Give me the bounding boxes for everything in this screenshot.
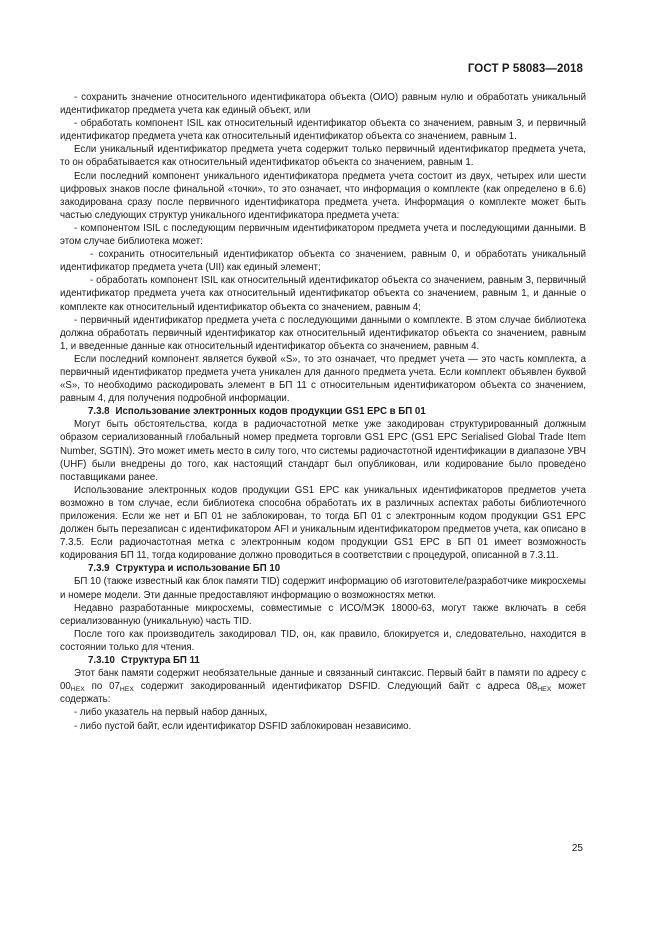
paragraph: - сохранить значение относительного идентификатора объекта (ОИО) равным нулю и обработать уникальный идентификатор предмета учета как единый объект, или	[60, 92, 586, 117]
section-heading	[60, 562, 586, 575]
paragraph: После того как производитель закодировал TID, он, как правило, блокируется и, следовательно, находится в состоянии только для чтения.	[60, 628, 586, 653]
subscript: HEX	[537, 686, 552, 694]
paragraph: Если уникальный идентификатор предмета учета содержит только первичный идентификатор предмета учета, то он обрабатывается как относительный идентификатор объекта со значением, равным 1.	[60, 144, 586, 169]
paragraph: Если последний компонент является буквой «S», то это означает, что предмет учета — это часть комплекта, а первичный идентификатор предмета учета уникален для данного предмета учета. Если комплект объявлен буквой «S», то необходимо раскодировать элемент в БП 11 с относительным идентификатором объекта со значением, равным 4, для получения подробной информации.	[60, 353, 586, 405]
subscript: HEX	[119, 686, 134, 694]
section-number: 7.3.8	[88, 406, 110, 418]
paragraph: - обработать компонент ISIL как относительный идентификатор объекта со значением, равным 3, и первичный идентификатор предмета учета как относительный идентификатор объекта со значением, равным 1.	[60, 118, 586, 143]
text-run: может содержать:	[60, 681, 587, 706]
subscript: HEX	[70, 686, 85, 694]
section-title: Структура БП 11	[120, 655, 200, 667]
text-run: содержит закодированный идентификатор DSFID. Следующий байт с адреса 08	[133, 681, 538, 693]
paragraph: - либо указатель на первый набор данных,	[74, 707, 268, 719]
paragraph: БП 10 (также известный как блок памяти TID) содержит информацию об изготовителе/разработчике микросхемы и номере модели. Эти данные предоставляют информацию о возможностях метки.	[60, 576, 586, 601]
section-heading	[60, 405, 586, 418]
paragraph: - сохранить относительный идентификатор объекта со значением, равным 0, и обработать уникальный идентификатор предмета учета (UII) как единый элемент;	[60, 249, 586, 274]
paragraph: - обработать компонент ISIL как относительный идентификатор объекта со значением, равным 3, первичный идентификатор предмета учета как относительный идентификатор объекта со значением, равным 1, и данные о комплекте как относительный идентификатор объекта со значением, равным 4;	[60, 275, 586, 313]
paragraph: - первичный идентификатор предмета учета с последующими данными о комплекте. В этом случае библиотека должна обработать первичный идентификатор как относительный идентификатор объекта со значением, равным 1, и введенные данные как относительный идентификатор объекта со значением, равным 4.	[60, 314, 586, 352]
document-body	[60, 91, 586, 733]
section-number: 7.3.10	[88, 655, 115, 667]
paragraph: Использование электронных кодов продукции GS1 EPC как уникальных идентификаторов предметов учета возможно в том случае, если библиотека способна обработать их в различных аспектах работы библиотечного приложения. Если же нет и БП 01 не заблокирован, то тогда БП 01 с электронным кодом продукции GS1 EPC должен быть перезаписан с идентификатором AFI и уникальным идентификатором предметов учета, как описано в 7.3.5. Если радиочастотная метка с электронным кодом продукции GS1 EPC в БП 01 имеет возможность кодирования БП 11, тогда кодирование должно проводиться в соответствии с процедурой, описанной в 7.3.11.	[60, 484, 586, 562]
section-title: Структура и использование БП 10	[115, 563, 281, 575]
text-run: по 07	[84, 681, 120, 693]
running-header: ГОСТ Р 58083—2018	[467, 63, 583, 75]
text-run: Этот банк памяти содержит необязательные данные и связанный синтаксис. Первый байт в памяти по адресу с 00	[60, 668, 586, 693]
section-title: Использование электронных кодов продукции GS1 EPC в БП 01	[115, 406, 426, 418]
paragraph: - либо пустой байт, если идентификатор DSFID заблокирован независимо.	[74, 720, 412, 732]
paragraph: Недавно разработанные микросхемы, совместимые с ИСО/МЭК 18000-63, могут также включать в себя сериализованную (уникальную) часть TID.	[60, 602, 586, 627]
section-number: 7.3.9	[88, 563, 110, 575]
section-heading	[60, 654, 586, 667]
paragraph: Могут быть обстоятельства, когда в радиочастотной метке уже закодирован структурированный должным образом сериализованный глобальный номер предмета торговли GS1 EPC (GS1 EPC Serialised Global Trade Item Number, SGTIN). Это может иметь место в силу того, что системы радиочастотной идентификации в диапазоне УВЧ (UHF) были внедрены до того, как настоящий стандарт был опубликован, или кодирование было проведено поставщиками ранее.	[60, 419, 586, 483]
paragraph	[60, 667, 586, 706]
page-number: 25	[571, 843, 583, 854]
paragraph: Если последний компонент уникального идентификатора предмета учета состоит из двух, четырех или шести цифровых знаков после финальной «точки», то это означает, что информация о комплекте (как определено в 6.6) закодирована сразу после первичного идентификатора предмета учета. Информация о комплекте может быть частью следующих структур уникального идентификатора предмета учета:	[60, 170, 586, 221]
paragraph: - компонентом ISIL с последующим первичным идентификатором предмета учета и последующими данными. В этом случае библиотека может:	[60, 222, 586, 248]
